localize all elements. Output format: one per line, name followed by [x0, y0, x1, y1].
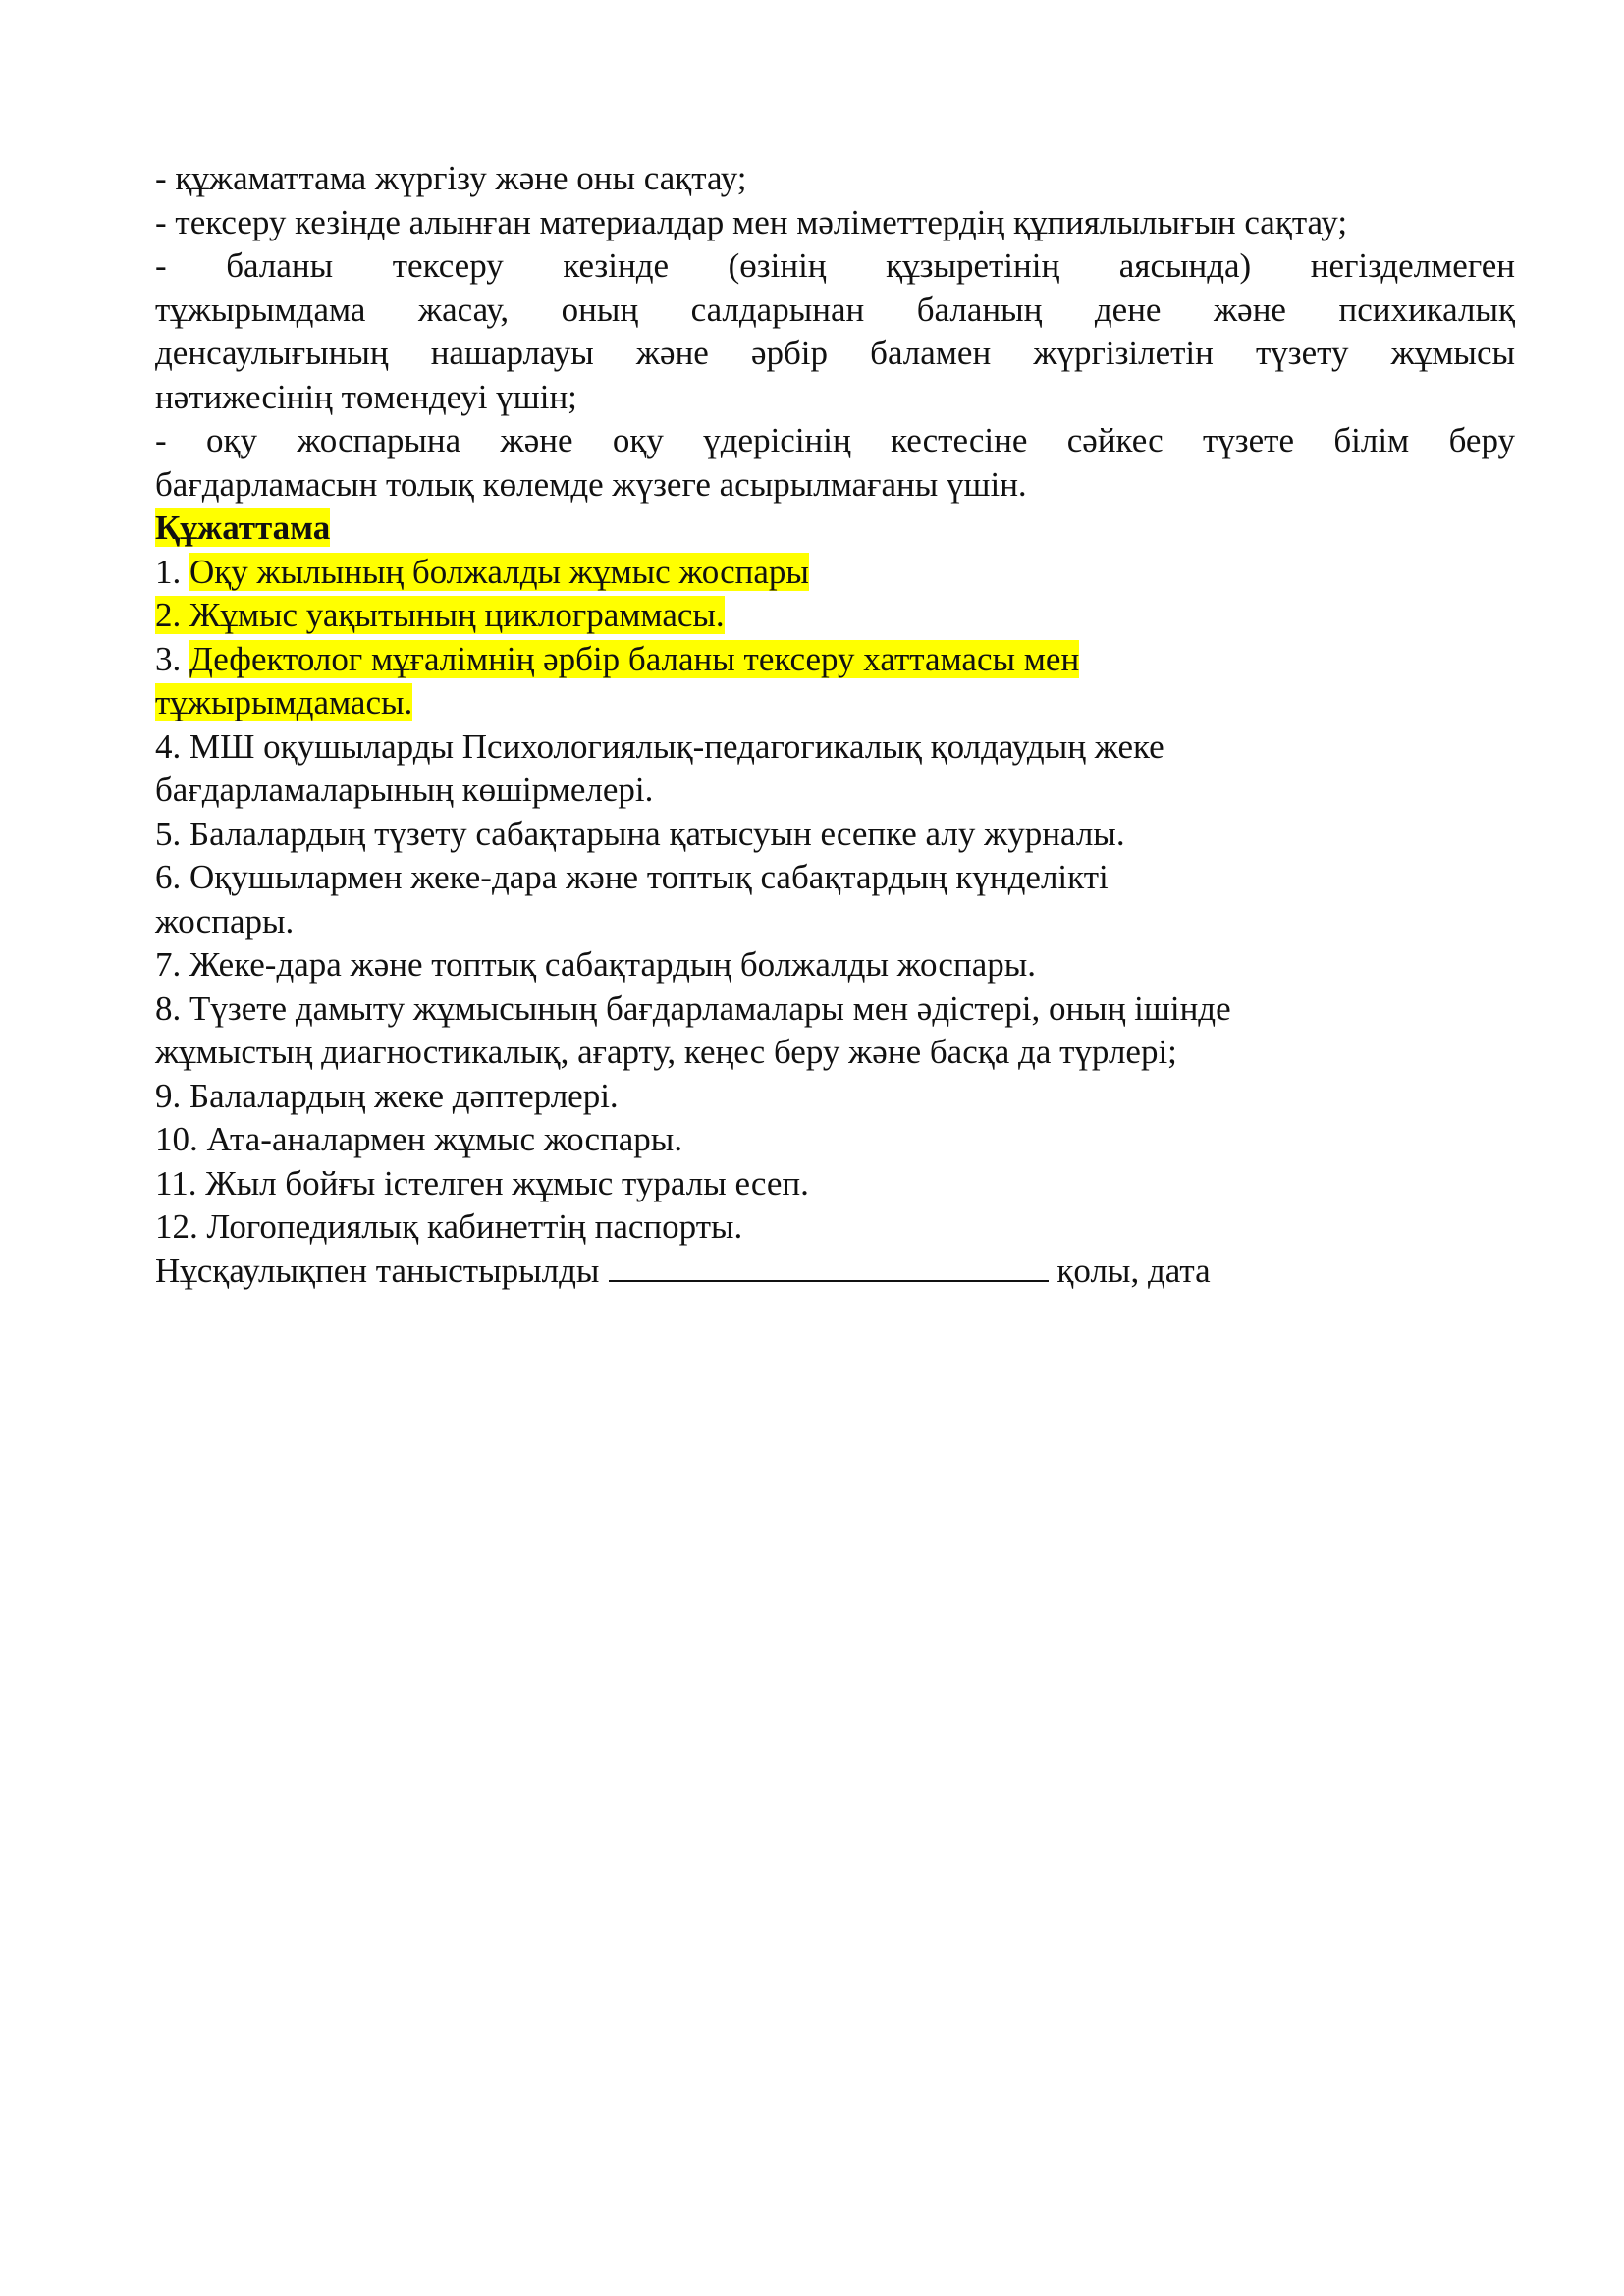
list-item	[155, 1075, 1515, 1119]
list-item	[155, 551, 1515, 595]
duty-line: тұжырымдама жасау, оның салдарынан баланың дене және психикалық	[155, 290, 1515, 329]
item-number: 12.	[155, 1207, 198, 1246]
item-number: 1.	[155, 552, 182, 591]
list-item	[155, 943, 1515, 988]
item-number: 3.	[155, 639, 182, 678]
item-text-continued: тұжырымдамасы.	[155, 683, 413, 721]
list-item-continuation	[155, 769, 1515, 813]
list-item-continuation	[155, 681, 1515, 725]
item-text: Түзете дамыту жұмысының бағдарламалары мен әдістері, оның ішінде	[189, 988, 1231, 1028]
item-text-continued: жұмыстың диагностикалық, ағарту, кеңес беру және басқа да түрлері;	[155, 1033, 1177, 1071]
list-item	[155, 856, 1515, 900]
item-text: Балалардың жеке дәптерлері.	[189, 1076, 619, 1115]
item-number: 10.	[155, 1120, 198, 1158]
item-text: Жыл бойғы істелген жұмыс туралы есеп.	[205, 1163, 809, 1202]
item-number: 7.	[155, 945, 182, 984]
item-text: МШ оқушыларды Психологиялық-педагогикалық қолдаудың жеке	[189, 726, 1164, 766]
item-text: Ата-аналармен жұмыс жоспары.	[206, 1120, 683, 1158]
item-text: Логопедиялық кабинеттің паспорты.	[206, 1207, 743, 1246]
item-text: Оқу жылының болжалды жұмыс жоспары	[189, 552, 809, 591]
item-text-continued: жоспары.	[155, 901, 295, 940]
item-number: 4.	[155, 726, 182, 766]
duty-line: нәтижесінің төмендеуі үшін;	[155, 377, 577, 416]
item-number: 2.	[155, 596, 182, 634]
item-number: 8.	[155, 988, 182, 1028]
list-item	[155, 638, 1515, 682]
documents-list	[155, 551, 1515, 1250]
signature-blank	[609, 1251, 1049, 1282]
signature-suffix: қолы, дата	[1056, 1251, 1211, 1290]
item-text: Оқушылармен жеке-дара және топтық сабақтардың күнделікті	[189, 858, 1109, 896]
signature-line	[155, 1250, 1515, 1294]
duty-line: - құжаматтама жүргізу және оны сақтау;	[155, 159, 747, 197]
item-number: 6.	[155, 858, 182, 896]
list-item	[155, 1118, 1515, 1162]
document-page	[155, 157, 1515, 1293]
section-title-row	[155, 507, 1515, 551]
item-number: 11.	[155, 1163, 197, 1202]
list-item-continuation	[155, 1031, 1515, 1075]
duty-line: - тексеру кезінде алынған материалдар мен мәліметтердің құпиялылығын сақтау;	[155, 202, 1348, 241]
duty-line: - баланы тексеру кезінде (өзінің құзыретінің аясында) негізделмеген	[155, 246, 1515, 285]
list-item	[155, 988, 1515, 1032]
list-item	[155, 725, 1515, 770]
duty-line: бағдарламасын толық көлемде жүзеге асырылмағаны үшін.	[155, 464, 1027, 504]
item-text: Жеке-дара және топтық сабақтардың болжалды жоспары.	[189, 945, 1036, 984]
list-item	[155, 1205, 1515, 1250]
item-number: 5.	[155, 814, 182, 853]
list-item	[155, 813, 1515, 857]
section-title: Құжаттама	[155, 508, 331, 547]
signature-label: Нұсқаулықпен таныстырылды	[155, 1251, 600, 1290]
list-item	[155, 1162, 1515, 1206]
item-text: Жұмыс уақытының циклограммасы.	[189, 596, 725, 634]
duty-line: - оқу жоспарына және оқу үдерісінің кестесіне сәйкес түзете білім беру	[155, 421, 1515, 459]
duties-list	[155, 157, 1515, 507]
item-text-continued: бағдарламаларының көшірмелері.	[155, 771, 654, 809]
item-text: Балалардың түзету сабақтарына қатысуын есепке алу журналы.	[189, 814, 1125, 853]
item-number: 9.	[155, 1076, 182, 1115]
list-item-continuation	[155, 900, 1515, 944]
duty-line: денсаулығының нашарлауы және әрбір баламен жүргізілетін түзету жұмысы	[155, 334, 1515, 372]
list-item	[155, 594, 1515, 638]
item-text: Дефектолог мұғалімнің әрбір баланы тексеру хаттамасы мен	[189, 639, 1080, 678]
